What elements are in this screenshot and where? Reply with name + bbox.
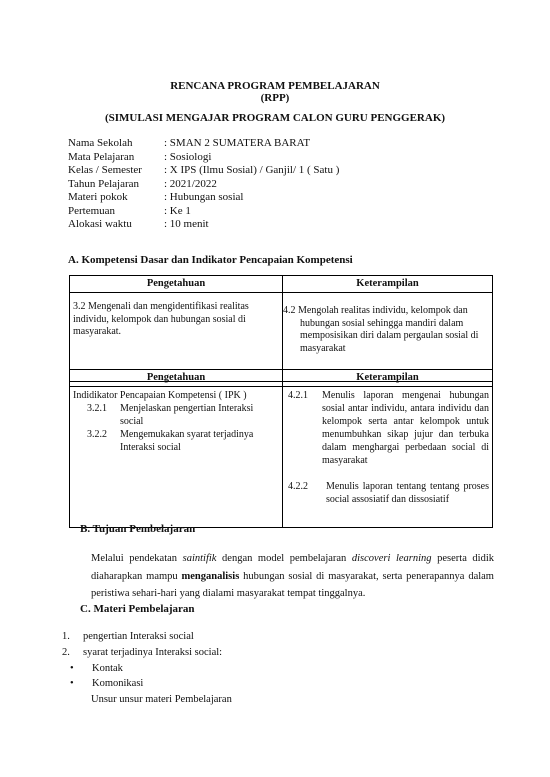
section-c-heading: C. Materi Pembelajaran [80, 603, 195, 615]
list-item: 3.2.1 Menjelaskan pengertian Interaksi social [87, 403, 254, 427]
info-row: Nama Sekolah : SMAN 2 SUMATERA BARAT [68, 137, 311, 149]
info-row: Alokasi waktu : 10 menit [68, 218, 209, 230]
table-header: Pengetahuan [70, 276, 283, 293]
list-item: 4.2.1 Menulis laporan mengenai hubungan sosial antar individu, antara individu dan kelompok serta antar kelompok untuk menumbuhkan sikap jujur dan terbuka dalam menghargai perbedaan social di masyarakat [288, 390, 489, 466]
list-item: 4.2.2 Menulis laporan tentang tentang proses social assosiatif dan dissosiatif [288, 481, 489, 505]
bullet-icon: • [70, 662, 74, 674]
table-cell: 4.2 Mengolah realitas individu, kelompok dan hubungan sosial sehingga mandiri dalam memposisikan diri dalam pergaulan sosial di masyarakat [283, 293, 493, 382]
table-header: Keterampilan [283, 276, 493, 293]
ipk-title: Indidikator Pencapaian Kompetensi ( IPK ) [73, 390, 247, 401]
doc-title-abbr: (RPP) [260, 92, 290, 104]
section-a-heading: A. Kompetensi Dasar dan Indikator Pencapaian Kompetensi [68, 254, 353, 266]
doc-subtitle: (SIMULASI MENGAJAR PROGRAM CALON GURU PENGGERAK) [104, 112, 446, 124]
bullet-icon: • [70, 678, 74, 690]
list-item: • Kontak [62, 661, 232, 677]
table-cell: 3.2 Mengenali dan mengidentifikasi realitas individu, kelompok dan hubungan sosial di masyarakat. [70, 293, 283, 382]
indikator-table [69, 369, 493, 528]
materi-list [62, 629, 232, 708]
list-item: • Komonikasi [62, 676, 232, 692]
table-cell [70, 387, 283, 528]
table-header: Pengetahuan [70, 370, 283, 387]
keterampilan-block [283, 387, 492, 506]
doc-title: RENCANA PROGRAM PEMBELAJARAN [170, 80, 380, 92]
info-row: Tahun Pelajaran : 2021/2022 [68, 177, 217, 190]
list-item: 1. pengertian Interaksi social [62, 631, 194, 642]
ipk-block [70, 387, 282, 454]
section-b-heading: B. Tujuan Pembelajaran [80, 523, 196, 535]
list-item: 3.2.2 Mengemukakan syarat terjadinya Interaksi social [87, 429, 254, 453]
info-row: Pertemuan : Ke 1 [68, 204, 191, 217]
table-header: Keterampilan [283, 370, 493, 387]
info-row: Materi pokok : Hubungan sosial [68, 191, 244, 203]
kompetensi-dasar-table [69, 275, 493, 382]
list-item: Unsur unsur materi Pembelajaran [91, 694, 232, 706]
identity-block [68, 137, 339, 232]
info-row: Mata Pelajaran : Sosiologi [68, 150, 212, 163]
info-row: Kelas / Semester : X IPS (Ilmu Sosial) / Ganjil/ 1 ( Satu ) [68, 164, 340, 176]
list-item: 2. syarat terjadinya Interaksi social: [62, 646, 223, 658]
table-cell [283, 387, 493, 528]
tujuan-paragraph: Melalui pendekatan saintifik dengan model pembelajaran discoveri learning peserta didik diaharapkan mampu menganalisis hubungan sosial di masyarakat, serta penerapannya dalam peristiwa sehari-hari yang dialami masyarakat tempat tinggalnya. [91, 553, 495, 599]
